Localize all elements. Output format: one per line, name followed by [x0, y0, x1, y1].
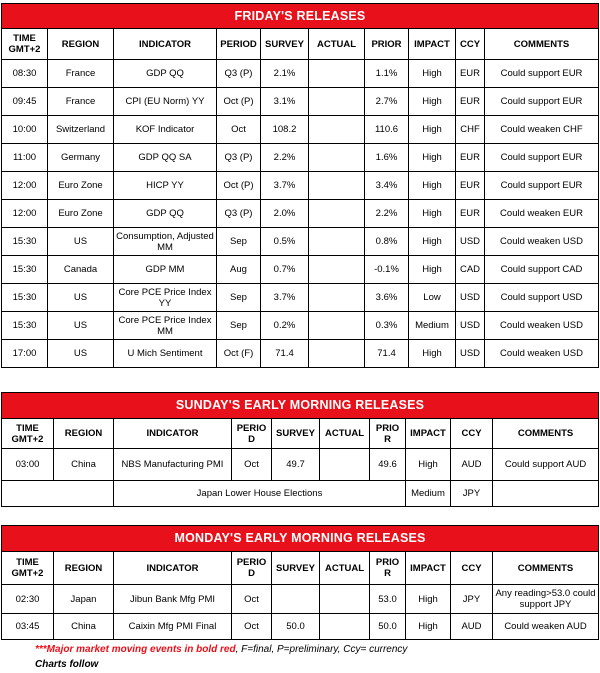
table-row	[2, 449, 599, 481]
cell-period: Oct	[232, 614, 272, 640]
cell-indicator: KOF Indicator	[114, 116, 217, 144]
cell-prior: 3.4%	[365, 172, 409, 200]
cell-region: US	[48, 228, 114, 256]
cell-survey	[272, 585, 320, 614]
cell-time: 17:00	[2, 340, 48, 368]
header-actual: ACTUAL	[320, 419, 370, 449]
cell-actual	[320, 585, 370, 614]
cell-ccy: CAD	[456, 256, 485, 284]
header-region: REGION	[54, 419, 114, 449]
header-survey: SURVEY	[272, 419, 320, 449]
header-impact: IMPACT	[409, 29, 456, 60]
cell-comments: Could weaken USD	[485, 228, 599, 256]
cell-impact: High	[409, 60, 456, 88]
cell-survey: 49.7	[272, 449, 320, 481]
cell-region: Switzerland	[48, 116, 114, 144]
cell-time: 12:00	[2, 200, 48, 228]
cell-ccy: USD	[456, 340, 485, 368]
election-ccy: JPY	[451, 481, 493, 507]
cell-ccy: EUR	[456, 144, 485, 172]
cell-region: France	[48, 88, 114, 116]
table-row	[2, 172, 599, 200]
cell-time: 09:45	[2, 88, 48, 116]
cell-ccy: USD	[456, 228, 485, 256]
cell-comments: Any reading>53.0 could support JPY	[493, 585, 599, 614]
cell-ccy: USD	[456, 312, 485, 340]
cell-impact: High	[409, 172, 456, 200]
table-row	[2, 116, 599, 144]
cell-actual	[309, 88, 365, 116]
header-period: PERIO D	[232, 552, 272, 585]
cell-comments: Could support AUD	[493, 449, 599, 481]
cell-ccy: AUD	[451, 614, 493, 640]
cell-prior: 2.7%	[365, 88, 409, 116]
cell-impact: High	[409, 144, 456, 172]
cell-period: Sep	[217, 312, 261, 340]
sunday-rows	[2, 449, 599, 481]
cell-indicator: HICP YY	[114, 172, 217, 200]
cell-period: Oct	[232, 449, 272, 481]
cell-survey: 2.0%	[261, 200, 309, 228]
monday-releases-table	[1, 525, 599, 640]
cell-actual	[320, 449, 370, 481]
table-row	[2, 60, 599, 88]
cell-period: Aug	[217, 256, 261, 284]
cell-indicator: Consumption, Adjusted MM	[114, 228, 217, 256]
cell-region: Germany	[48, 144, 114, 172]
cell-impact: High	[409, 88, 456, 116]
cell-region: US	[48, 284, 114, 312]
cell-comments: Could support EUR	[485, 172, 599, 200]
cell-actual	[309, 228, 365, 256]
header-indicator: INDICATOR	[114, 552, 232, 585]
cell-region: US	[48, 340, 114, 368]
cell-prior: 1.1%	[365, 60, 409, 88]
cell-ccy: JPY	[451, 585, 493, 614]
header-period: PERIOD	[217, 29, 261, 60]
monday-rows	[2, 585, 599, 640]
cell-ccy: AUD	[451, 449, 493, 481]
cell-survey: 50.0	[272, 614, 320, 640]
cell-comments: Could weaken USD	[485, 312, 599, 340]
cell-indicator: U Mich Sentiment	[114, 340, 217, 368]
table-row	[2, 144, 599, 172]
cell-impact: High	[406, 449, 451, 481]
cell-time: 08:30	[2, 60, 48, 88]
cell-comments: Could weaken EUR	[485, 200, 599, 228]
header-prior: PRIO R	[370, 419, 406, 449]
table-row	[2, 312, 599, 340]
header-ccy: CCY	[451, 419, 493, 449]
cell-time: 15:30	[2, 284, 48, 312]
header-time: TIME GMT+2	[2, 419, 54, 449]
cell-actual	[320, 614, 370, 640]
cell-actual	[309, 256, 365, 284]
cell-period: Oct	[217, 116, 261, 144]
cell-comments: Could weaken USD	[485, 340, 599, 368]
cell-survey: 0.7%	[261, 256, 309, 284]
cell-period: Oct (P)	[217, 88, 261, 116]
table-row	[2, 228, 599, 256]
cell-impact: High	[406, 585, 451, 614]
cell-comments: Could support EUR	[485, 60, 599, 88]
cell-region: Euro Zone	[48, 172, 114, 200]
cell-period: Sep	[217, 228, 261, 256]
header-actual: ACTUAL	[320, 552, 370, 585]
header-prior: PRIO R	[370, 552, 406, 585]
cell-survey: 0.2%	[261, 312, 309, 340]
cell-impact: Medium	[409, 312, 456, 340]
cell-survey: 2.1%	[261, 60, 309, 88]
cell-prior: 110.6	[365, 116, 409, 144]
cell-survey: 108.2	[261, 116, 309, 144]
cell-ccy: EUR	[456, 172, 485, 200]
cell-ccy: USD	[456, 284, 485, 312]
table-row	[2, 340, 599, 368]
cell-impact: High	[409, 200, 456, 228]
cell-indicator: GDP MM	[114, 256, 217, 284]
cell-prior: 1.6%	[365, 144, 409, 172]
cell-prior: 50.0	[370, 614, 406, 640]
header-survey: SURVEY	[272, 552, 320, 585]
cell-prior: 71.4	[365, 340, 409, 368]
cell-region: Japan	[54, 585, 114, 614]
cell-time: 03:45	[2, 614, 54, 640]
cell-actual	[309, 284, 365, 312]
cell-impact: High	[409, 228, 456, 256]
header-region: REGION	[54, 552, 114, 585]
cell-actual	[309, 312, 365, 340]
monday-title: MONDAY'S EARLY MORNING RELEASES	[2, 526, 599, 552]
cell-comments: Could support EUR	[485, 88, 599, 116]
cell-indicator: CPI (EU Norm) YY	[114, 88, 217, 116]
header-region: REGION	[48, 29, 114, 60]
friday-releases-table	[1, 3, 599, 368]
cell-period: Oct	[232, 585, 272, 614]
table-row	[2, 88, 599, 116]
cell-indicator: Jibun Bank Mfg PMI	[114, 585, 232, 614]
cell-indicator: NBS Manufacturing PMI	[114, 449, 232, 481]
footnote	[35, 644, 407, 655]
cell-time: 12:00	[2, 172, 48, 200]
header-indicator: INDICATOR	[114, 419, 232, 449]
header-ccy: CCY	[451, 552, 493, 585]
cell-time: 03:00	[2, 449, 54, 481]
header-comments: COMMENTS	[485, 29, 599, 60]
sunday-header-row	[2, 419, 599, 449]
table-row	[2, 284, 599, 312]
cell-prior: 49.6	[370, 449, 406, 481]
cell-impact: Low	[409, 284, 456, 312]
cell-region: China	[54, 449, 114, 481]
cell-ccy: EUR	[456, 60, 485, 88]
election-blank	[2, 481, 114, 507]
header-comments: COMMENTS	[493, 419, 599, 449]
cell-impact: High	[409, 256, 456, 284]
cell-region: Canada	[48, 256, 114, 284]
cell-region: Euro Zone	[48, 200, 114, 228]
header-survey: SURVEY	[261, 29, 309, 60]
friday-header-row	[2, 29, 599, 60]
cell-time: 15:30	[2, 228, 48, 256]
election-impact: Medium	[406, 481, 451, 507]
election-event: Japan Lower House Elections	[114, 481, 406, 507]
header-ccy: CCY	[456, 29, 485, 60]
cell-region: France	[48, 60, 114, 88]
cell-actual	[309, 116, 365, 144]
cell-survey: 2.2%	[261, 144, 309, 172]
cell-indicator: GDP QQ SA	[114, 144, 217, 172]
cell-impact: High	[409, 116, 456, 144]
cell-time: 02:30	[2, 585, 54, 614]
cell-indicator: Core PCE Price Index MM	[114, 312, 217, 340]
header-impact: IMPACT	[406, 419, 451, 449]
header-impact: IMPACT	[406, 552, 451, 585]
cell-prior: 3.6%	[365, 284, 409, 312]
cell-survey: 3.1%	[261, 88, 309, 116]
cell-period: Oct (F)	[217, 340, 261, 368]
cell-survey: 0.5%	[261, 228, 309, 256]
footnote-major-events: ***Major market moving events in bold red	[35, 644, 236, 655]
cell-actual	[309, 340, 365, 368]
sunday-title: SUNDAY'S EARLY MORNING RELEASES	[2, 393, 599, 419]
footnote-legend: , F=final, P=preliminary, Ccy= currency	[235, 644, 408, 655]
cell-time: 10:00	[2, 116, 48, 144]
cell-ccy: CHF	[456, 116, 485, 144]
monday-header-row	[2, 552, 599, 585]
header-prior: PRIOR	[365, 29, 409, 60]
cell-prior: 2.2%	[365, 200, 409, 228]
header-time: TIME GMT+2	[2, 29, 48, 60]
charts-follow-note: Charts follow	[35, 659, 99, 670]
cell-comments: Could support USD	[485, 284, 599, 312]
table-row	[2, 585, 599, 614]
friday-title: FRIDAY'S RELEASES	[2, 4, 599, 29]
cell-indicator: GDP QQ	[114, 60, 217, 88]
cell-survey: 3.7%	[261, 172, 309, 200]
cell-indicator: Caixin Mfg PMI Final	[114, 614, 232, 640]
cell-impact: High	[406, 614, 451, 640]
election-comments	[493, 481, 599, 507]
cell-actual	[309, 144, 365, 172]
cell-comments: Could support CAD	[485, 256, 599, 284]
cell-comments: Could weaken CHF	[485, 116, 599, 144]
cell-time: 15:30	[2, 256, 48, 284]
cell-period: Oct (P)	[217, 172, 261, 200]
cell-comments: Could weaken AUD	[493, 614, 599, 640]
cell-survey: 3.7%	[261, 284, 309, 312]
cell-ccy: EUR	[456, 200, 485, 228]
election-row	[2, 481, 599, 507]
header-comments: COMMENTS	[493, 552, 599, 585]
cell-region: China	[54, 614, 114, 640]
cell-ccy: EUR	[456, 88, 485, 116]
friday-rows	[2, 60, 599, 368]
header-actual: ACTUAL	[309, 29, 365, 60]
cell-impact: High	[409, 340, 456, 368]
cell-period: Sep	[217, 284, 261, 312]
table-row	[2, 256, 599, 284]
cell-time: 11:00	[2, 144, 48, 172]
cell-period: Q3 (P)	[217, 200, 261, 228]
cell-actual	[309, 200, 365, 228]
header-period: PERIO D	[232, 419, 272, 449]
cell-period: Q3 (P)	[217, 60, 261, 88]
table-row	[2, 200, 599, 228]
cell-actual	[309, 172, 365, 200]
table-row	[2, 614, 599, 640]
cell-prior: 53.0	[370, 585, 406, 614]
sunday-releases-table	[1, 392, 599, 507]
cell-period: Q3 (P)	[217, 144, 261, 172]
cell-time: 15:30	[2, 312, 48, 340]
header-time: TIME GMT+2	[2, 552, 54, 585]
cell-indicator: Core PCE Price Index YY	[114, 284, 217, 312]
cell-prior: -0.1%	[365, 256, 409, 284]
header-indicator: INDICATOR	[114, 29, 217, 60]
cell-comments: Could support EUR	[485, 144, 599, 172]
cell-indicator: GDP QQ	[114, 200, 217, 228]
cell-prior: 0.3%	[365, 312, 409, 340]
cell-actual	[309, 60, 365, 88]
cell-survey: 71.4	[261, 340, 309, 368]
cell-prior: 0.8%	[365, 228, 409, 256]
cell-region: US	[48, 312, 114, 340]
